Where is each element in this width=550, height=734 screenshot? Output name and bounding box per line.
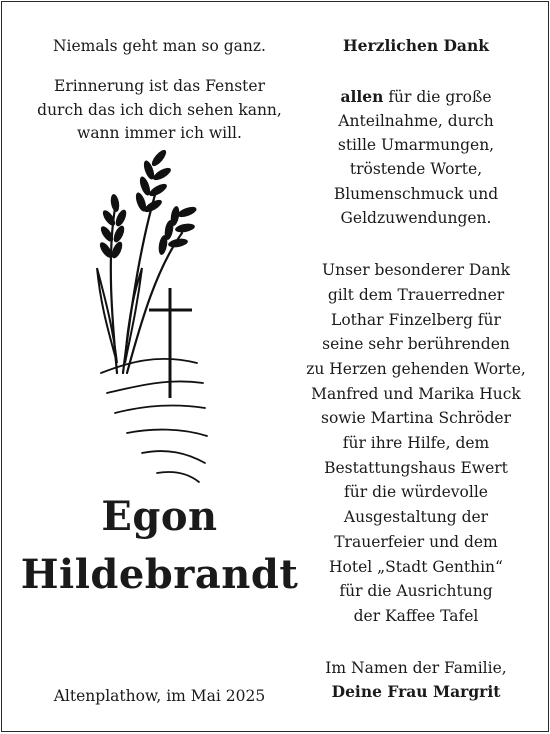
closing-line: Im Namen der Familie, bbox=[325, 659, 507, 677]
special-thanks-line: seine sehr berührenden bbox=[322, 335, 510, 353]
special-thanks-line: gilt dem Trauerredner bbox=[327, 286, 505, 304]
special-thanks-line: zu Herzen gehenden Worte, bbox=[306, 360, 526, 378]
thanks-bold-word: allen bbox=[340, 87, 384, 106]
special-thanks-line: der Kaffee Tafel bbox=[353, 607, 479, 625]
quote-line: Erinnerung ist das Fenster bbox=[54, 77, 265, 95]
special-thanks-line: Manfred und Marika Huck bbox=[311, 385, 521, 403]
special-thanks-line: Hotel „Stadt Genthin“ bbox=[329, 558, 503, 576]
left-column bbox=[2, 2, 302, 731]
special-thanks-line: Unser besonderer Dank bbox=[322, 261, 510, 279]
special-thanks-line: Ausgestaltung der bbox=[343, 508, 489, 526]
thanks-line: stille Umarmungen, bbox=[337, 136, 495, 154]
quote-line: wann immer ich will. bbox=[77, 124, 242, 142]
obituary-card bbox=[1, 1, 549, 732]
thanks-line: Geldzuwendungen. bbox=[340, 209, 492, 227]
special-thanks-line: Lothar Finzelberg für bbox=[331, 311, 501, 329]
right-column bbox=[302, 2, 530, 731]
signature: Deine Frau Margrit bbox=[331, 682, 501, 701]
deceased-first-name: Egon bbox=[101, 493, 218, 540]
thanks-line: Anteilnahme, durch bbox=[338, 112, 494, 130]
deceased-last-name: Hildebrandt bbox=[20, 551, 299, 598]
quote-line: durch das ich dich sehen kann, bbox=[37, 101, 282, 119]
quote-line: Niemals geht man so ganz. bbox=[52, 37, 266, 55]
thanks-line: tröstende Worte, bbox=[349, 160, 483, 178]
place-date: Altenplathow, im Mai 2025 bbox=[53, 687, 266, 705]
special-thanks-line: Trauerfeier und dem bbox=[334, 533, 498, 551]
wheat-cross-emblem-icon bbox=[87, 148, 212, 488]
special-thanks-line: für die Ausrichtung bbox=[339, 582, 493, 600]
thanks-first-rest: für die große bbox=[383, 88, 492, 106]
thanks-first-line bbox=[302, 85, 530, 109]
special-thanks-line: für ihre Hilfe, dem bbox=[342, 434, 490, 452]
thanks-heading: Herzlichen Dank bbox=[343, 36, 489, 55]
thanks-line: Blumenschmuck und bbox=[333, 185, 499, 203]
special-thanks-line: für die würdevolle bbox=[344, 483, 488, 501]
special-thanks-line: sowie Martina Schröder bbox=[321, 409, 511, 427]
special-thanks-line: Bestattungshaus Ewert bbox=[324, 459, 508, 477]
